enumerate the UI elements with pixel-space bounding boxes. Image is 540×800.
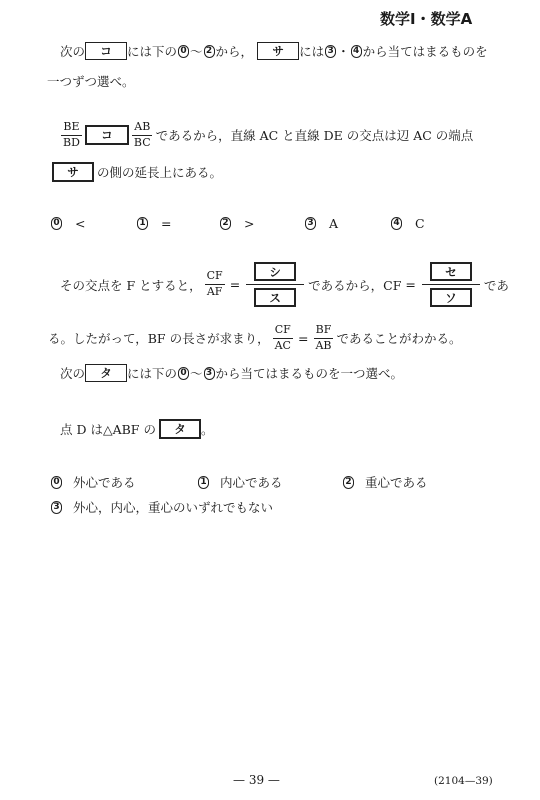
instruction-2 bbox=[60, 364, 403, 382]
instruction-text: には bbox=[299, 44, 325, 59]
statement-text: 点 D は△ABF の bbox=[60, 422, 156, 437]
choice-label: A bbox=[329, 216, 339, 231]
choice-label: 外心，内心，重心のいずれでもない bbox=[73, 500, 274, 515]
equals-sign: = bbox=[229, 277, 241, 292]
fraction-ab-bc bbox=[132, 121, 153, 149]
choice-3 bbox=[304, 216, 338, 231]
equation-line-1 bbox=[58, 121, 473, 149]
fraction-bf-ab bbox=[313, 324, 333, 352]
choice-number-3: 3 bbox=[204, 367, 215, 380]
choice-label: C bbox=[415, 216, 425, 231]
statement-text: る。したがって，BF の長さが求まり， bbox=[48, 331, 270, 347]
equation-line-1b bbox=[52, 162, 222, 182]
statement-text: その交点を F とすると， bbox=[60, 277, 202, 293]
fraction-numerator: CF bbox=[273, 324, 293, 339]
document-code: (2104—39) bbox=[434, 775, 493, 787]
fraction-be-bd bbox=[61, 121, 82, 149]
instruction-text: には下の bbox=[127, 366, 178, 381]
choice-number-0: 0 bbox=[178, 367, 189, 380]
choice-label: > bbox=[244, 216, 255, 231]
fraction-bar bbox=[422, 284, 480, 285]
answer-box-shi: シ bbox=[254, 262, 296, 281]
choice-number-2: 2 bbox=[343, 476, 354, 489]
choice-label: 外心である bbox=[73, 475, 136, 490]
answer-box-sa: サ bbox=[257, 42, 299, 60]
equals-sign: = bbox=[297, 330, 309, 346]
fraction-cf-af bbox=[205, 270, 225, 298]
fraction-numerator: AB bbox=[132, 121, 152, 136]
choice-2 bbox=[219, 216, 254, 231]
equation-line-2 bbox=[60, 262, 509, 307]
instruction-text: から当てはまるものを一つ選べ。 bbox=[215, 366, 404, 381]
instruction-text: から， bbox=[215, 44, 254, 59]
fraction-denominator: BC bbox=[133, 135, 151, 149]
choice-label: = bbox=[161, 216, 172, 231]
answer-box-su: ス bbox=[254, 288, 296, 307]
fraction-denominator: AB bbox=[315, 338, 332, 352]
choice-label: 内心である bbox=[220, 475, 283, 490]
choice-1 bbox=[197, 473, 283, 491]
instruction-text: 〜 bbox=[190, 44, 203, 59]
choice-1 bbox=[136, 216, 171, 231]
fraction-numerator: BE bbox=[61, 121, 81, 136]
choice-3 bbox=[50, 498, 273, 516]
choice-0 bbox=[50, 216, 85, 231]
answer-box-ta: タ bbox=[85, 364, 127, 382]
statement-text: の側の延長上にある。 bbox=[97, 165, 223, 180]
instruction-text: 次の bbox=[60, 366, 86, 381]
fraction-cf-ac bbox=[273, 324, 293, 352]
fraction-numerator: CF bbox=[205, 270, 225, 285]
instruction-text: 〜 bbox=[190, 366, 203, 381]
choice-number-1: 1 bbox=[137, 217, 148, 230]
choice-number-3: 3 bbox=[325, 45, 336, 58]
instruction-1 bbox=[60, 42, 488, 60]
choice-label: 重心である bbox=[365, 475, 428, 490]
fraction-denominator: AC bbox=[274, 338, 291, 352]
answer-box-ko: コ bbox=[85, 125, 129, 145]
choice-number-4: 4 bbox=[351, 45, 362, 58]
choice-4 bbox=[390, 216, 425, 231]
choice-number-2: 2 bbox=[220, 217, 231, 230]
statement-text: であ bbox=[483, 277, 509, 293]
choice-number-3: 3 bbox=[51, 501, 62, 514]
choice-number-1: 1 bbox=[198, 476, 209, 489]
statement-text: であるから，直線 AC と直線 DE の交点は辺 AC の端点 bbox=[155, 128, 474, 144]
instruction-text: には下の bbox=[127, 44, 178, 59]
choice-number-2: 2 bbox=[204, 45, 215, 58]
fraction-numerator: BF bbox=[314, 324, 334, 339]
fraction-denominator: AF bbox=[206, 285, 223, 298]
statement-text: であるから，CF bbox=[308, 277, 402, 293]
choice-number-0: 0 bbox=[51, 476, 62, 489]
page-header-title: 数学Ⅰ・数学A bbox=[380, 10, 473, 28]
choice-number-3: 3 bbox=[305, 217, 316, 230]
fraction-bar bbox=[246, 284, 304, 285]
answer-box-so: ソ bbox=[430, 288, 472, 307]
instruction-text: から当てはまるものを bbox=[362, 44, 488, 59]
choice-label: < bbox=[75, 216, 86, 231]
statement-text: 。 bbox=[200, 422, 214, 437]
statement-d bbox=[60, 419, 213, 439]
fraction-se-so bbox=[422, 262, 480, 307]
answer-box-sa: サ bbox=[52, 162, 94, 182]
answer-box-ta: タ bbox=[159, 419, 201, 439]
fraction-denominator: BD bbox=[63, 135, 80, 149]
equation-line-3 bbox=[48, 324, 462, 352]
page-number: — 39 — bbox=[233, 773, 280, 787]
instruction-text: 次の bbox=[60, 44, 86, 59]
statement-text: であることがわかる。 bbox=[336, 331, 462, 347]
choice-number-0: 0 bbox=[51, 217, 62, 230]
instruction-text: ・ bbox=[337, 44, 350, 59]
fraction-shi-su bbox=[246, 262, 304, 307]
choice-2 bbox=[342, 473, 428, 491]
choice-0 bbox=[50, 473, 136, 491]
equals-sign: = bbox=[405, 277, 416, 292]
choice-number-4: 4 bbox=[391, 217, 402, 230]
answer-box-ko: コ bbox=[85, 42, 127, 60]
instruction-text: 一つずつ選べ。 bbox=[47, 74, 135, 89]
choice-number-0: 0 bbox=[178, 45, 189, 58]
answer-box-se: セ bbox=[430, 262, 472, 281]
